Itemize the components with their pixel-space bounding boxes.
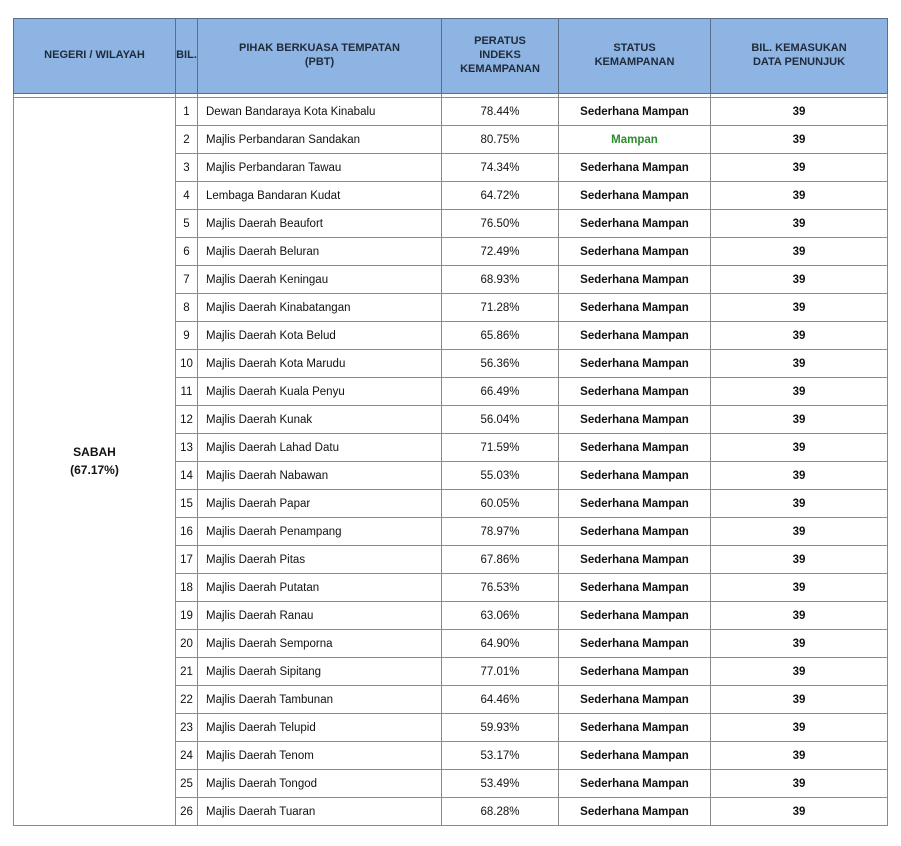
- peratus-cell: 78.97%: [442, 518, 559, 546]
- header-negeri: NEGERI / WILAYAH: [14, 19, 176, 94]
- pbt-name-cell: Majlis Daerah Kuala Penyu: [198, 378, 442, 406]
- status-cell: Sederhana Mampan: [559, 686, 711, 714]
- peratus-cell: 77.01%: [442, 658, 559, 686]
- bil-cell: 9: [176, 322, 198, 350]
- kemasukan-cell: 39: [711, 546, 888, 574]
- bil-cell: 17: [176, 546, 198, 574]
- peratus-cell: 63.06%: [442, 602, 559, 630]
- peratus-cell: 55.03%: [442, 462, 559, 490]
- pbt-name-cell: Majlis Perbandaran Sandakan: [198, 126, 442, 154]
- status-cell: Sederhana Mampan: [559, 574, 711, 602]
- pbt-name-cell: Majlis Daerah Tambunan: [198, 686, 442, 714]
- kemasukan-cell: 39: [711, 602, 888, 630]
- pbt-name-cell: Majlis Daerah Beaufort: [198, 210, 442, 238]
- status-cell: Sederhana Mampan: [559, 182, 711, 210]
- bil-cell: 18: [176, 574, 198, 602]
- kemasukan-cell: 39: [711, 182, 888, 210]
- bil-cell: 15: [176, 490, 198, 518]
- kemasukan-cell: 39: [711, 714, 888, 742]
- peratus-cell: 68.28%: [442, 798, 559, 826]
- bil-cell: 25: [176, 770, 198, 798]
- header-bil: BIL.: [176, 19, 198, 94]
- kemasukan-cell: 39: [711, 294, 888, 322]
- bil-cell: 19: [176, 602, 198, 630]
- status-cell: Sederhana Mampan: [559, 658, 711, 686]
- kemasukan-cell: 39: [711, 686, 888, 714]
- status-cell: Sederhana Mampan: [559, 602, 711, 630]
- bil-cell: 2: [176, 126, 198, 154]
- kemasukan-cell: 39: [711, 770, 888, 798]
- pbt-name-cell: Majlis Daerah Tuaran: [198, 798, 442, 826]
- peratus-cell: 53.17%: [442, 742, 559, 770]
- bil-cell: 3: [176, 154, 198, 182]
- peratus-cell: 67.86%: [442, 546, 559, 574]
- kemasukan-cell: 39: [711, 434, 888, 462]
- status-cell: Sederhana Mampan: [559, 490, 711, 518]
- kemasukan-cell: 39: [711, 154, 888, 182]
- peratus-cell: 65.86%: [442, 322, 559, 350]
- pbt-name-cell: Majlis Daerah Papar: [198, 490, 442, 518]
- kemasukan-cell: 39: [711, 322, 888, 350]
- peratus-cell: 72.49%: [442, 238, 559, 266]
- kemasukan-cell: 39: [711, 574, 888, 602]
- kemasukan-cell: 39: [711, 490, 888, 518]
- bil-cell: 14: [176, 462, 198, 490]
- status-cell: Sederhana Mampan: [559, 798, 711, 826]
- state-percent: (67.17%): [70, 462, 119, 477]
- pbt-sustainability-table: [13, 18, 888, 826]
- status-cell: Sederhana Mampan: [559, 98, 711, 126]
- bil-cell: 1: [176, 98, 198, 126]
- peratus-cell: 56.04%: [442, 406, 559, 434]
- pbt-name-cell: Majlis Daerah Penampang: [198, 518, 442, 546]
- bil-cell: 23: [176, 714, 198, 742]
- pbt-name-cell: Majlis Daerah Kinabatangan: [198, 294, 442, 322]
- peratus-cell: 78.44%: [442, 98, 559, 126]
- peratus-cell: 76.53%: [442, 574, 559, 602]
- header-peratus: PERATUS INDEKS KEMAMPANAN: [442, 19, 559, 94]
- kemasukan-cell: 39: [711, 378, 888, 406]
- kemasukan-cell: 39: [711, 742, 888, 770]
- peratus-cell: 64.72%: [442, 182, 559, 210]
- status-cell: Sederhana Mampan: [559, 378, 711, 406]
- table-row: [14, 98, 888, 126]
- peratus-cell: 64.46%: [442, 686, 559, 714]
- bil-cell: 7: [176, 266, 198, 294]
- status-cell: Sederhana Mampan: [559, 434, 711, 462]
- kemasukan-cell: 39: [711, 266, 888, 294]
- status-cell: Sederhana Mampan: [559, 238, 711, 266]
- kemasukan-cell: 39: [711, 238, 888, 266]
- pbt-name-cell: Majlis Daerah Pitas: [198, 546, 442, 574]
- header-status: STATUS KEMAMPANAN: [559, 19, 711, 94]
- peratus-cell: 59.93%: [442, 714, 559, 742]
- status-cell: Sederhana Mampan: [559, 770, 711, 798]
- kemasukan-cell: 39: [711, 630, 888, 658]
- status-cell: Sederhana Mampan: [559, 406, 711, 434]
- pbt-name-cell: Majlis Daerah Keningau: [198, 266, 442, 294]
- bil-cell: 11: [176, 378, 198, 406]
- peratus-cell: 64.90%: [442, 630, 559, 658]
- peratus-cell: 60.05%: [442, 490, 559, 518]
- pbt-name-cell: Majlis Daerah Semporna: [198, 630, 442, 658]
- status-cell: Sederhana Mampan: [559, 210, 711, 238]
- pbt-name-cell: Majlis Daerah Lahad Datu: [198, 434, 442, 462]
- pbt-name-cell: Majlis Daerah Kota Marudu: [198, 350, 442, 378]
- state-cell: [14, 98, 176, 826]
- status-cell: Sederhana Mampan: [559, 154, 711, 182]
- status-cell: Sederhana Mampan: [559, 462, 711, 490]
- bil-cell: 10: [176, 350, 198, 378]
- kemasukan-cell: 39: [711, 350, 888, 378]
- bil-cell: 5: [176, 210, 198, 238]
- kemasukan-cell: 39: [711, 210, 888, 238]
- bil-cell: 13: [176, 434, 198, 462]
- status-cell: Sederhana Mampan: [559, 294, 711, 322]
- bil-cell: 26: [176, 798, 198, 826]
- bil-cell: 20: [176, 630, 198, 658]
- bil-cell: 4: [176, 182, 198, 210]
- peratus-cell: 71.59%: [442, 434, 559, 462]
- pbt-name-cell: Majlis Daerah Putatan: [198, 574, 442, 602]
- bil-cell: 8: [176, 294, 198, 322]
- kemasukan-cell: 39: [711, 798, 888, 826]
- pbt-name-cell: Majlis Daerah Telupid: [198, 714, 442, 742]
- bil-cell: 12: [176, 406, 198, 434]
- pbt-name-cell: Majlis Daerah Nabawan: [198, 462, 442, 490]
- kemasukan-cell: 39: [711, 518, 888, 546]
- bil-cell: 16: [176, 518, 198, 546]
- pbt-name-cell: Dewan Bandaraya Kota Kinabalu: [198, 98, 442, 126]
- pbt-name-cell: Majlis Daerah Tenom: [198, 742, 442, 770]
- pbt-name-cell: Majlis Daerah Kunak: [198, 406, 442, 434]
- peratus-cell: 80.75%: [442, 126, 559, 154]
- bil-cell: 24: [176, 742, 198, 770]
- status-cell: Sederhana Mampan: [559, 742, 711, 770]
- kemasukan-cell: 39: [711, 462, 888, 490]
- peratus-cell: 74.34%: [442, 154, 559, 182]
- kemasukan-cell: 39: [711, 98, 888, 126]
- header-kemasukan: BIL. KEMASUKAN DATA PENUNJUK: [711, 19, 888, 94]
- pbt-name-cell: Majlis Daerah Ranau: [198, 602, 442, 630]
- pbt-name-cell: Majlis Daerah Kota Belud: [198, 322, 442, 350]
- peratus-cell: 66.49%: [442, 378, 559, 406]
- peratus-cell: 53.49%: [442, 770, 559, 798]
- kemasukan-cell: 39: [711, 658, 888, 686]
- table-body: [14, 98, 888, 826]
- pbt-name-cell: Majlis Daerah Tongod: [198, 770, 442, 798]
- status-cell: Mampan: [559, 126, 711, 154]
- bil-cell: 22: [176, 686, 198, 714]
- pbt-name-cell: Majlis Daerah Sipitang: [198, 658, 442, 686]
- kemasukan-cell: 39: [711, 126, 888, 154]
- status-cell: Sederhana Mampan: [559, 322, 711, 350]
- bil-cell: 6: [176, 238, 198, 266]
- peratus-cell: 76.50%: [442, 210, 559, 238]
- pbt-name-cell: Majlis Daerah Beluran: [198, 238, 442, 266]
- pbt-name-cell: Majlis Perbandaran Tawau: [198, 154, 442, 182]
- peratus-cell: 71.28%: [442, 294, 559, 322]
- pbt-name-cell: Lembaga Bandaran Kudat: [198, 182, 442, 210]
- header-row: [14, 19, 888, 94]
- peratus-cell: 56.36%: [442, 350, 559, 378]
- status-cell: Sederhana Mampan: [559, 518, 711, 546]
- status-cell: Sederhana Mampan: [559, 350, 711, 378]
- status-cell: Sederhana Mampan: [559, 266, 711, 294]
- pbt-sustainability-table-container: [13, 18, 887, 826]
- status-cell: Sederhana Mampan: [559, 714, 711, 742]
- header-pbt: PIHAK BERKUASA TEMPATAN (PBT): [198, 19, 442, 94]
- peratus-cell: 68.93%: [442, 266, 559, 294]
- kemasukan-cell: 39: [711, 406, 888, 434]
- bil-cell: 21: [176, 658, 198, 686]
- status-cell: Sederhana Mampan: [559, 546, 711, 574]
- state-name: SABAH: [73, 445, 116, 460]
- status-cell: Sederhana Mampan: [559, 630, 711, 658]
